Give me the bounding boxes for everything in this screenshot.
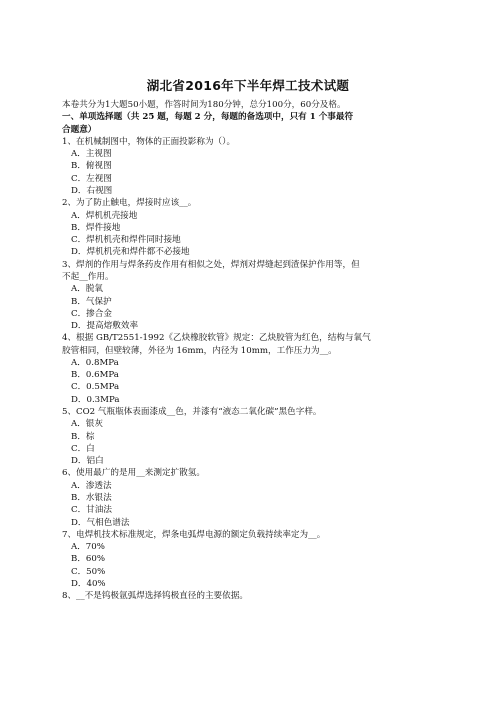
question-5-stem: 5、CO2 气瓶瓶体表面漆成__色，并漆有“液态二氧化碳”黑色字样。 bbox=[62, 407, 322, 418]
question-3-option-b: B．气保护 bbox=[71, 296, 112, 307]
question-5-option-d: D．铝白 bbox=[71, 456, 104, 467]
question-2-option-c: C．焊机机壳和焊件同时接地 bbox=[71, 235, 181, 246]
document-title: 湖北省2016年下半年焊工技术试题 bbox=[146, 78, 350, 93]
question-1-option-c: C．左视图 bbox=[71, 173, 112, 184]
question-3-stem-line2: 不起__作用。 bbox=[62, 271, 114, 282]
question-2-option-b: B．焊件接地 bbox=[71, 222, 121, 233]
question-1-option-d: D．右视图 bbox=[71, 185, 113, 196]
question-6-option-b: B．水银法 bbox=[71, 493, 112, 503]
section-heading-line1: 一、单项选择题（共 25 题，每题 2 分，每题的备选项中，只有 1 个事最符 bbox=[62, 112, 354, 123]
exam-content bbox=[62, 99, 434, 603]
question-1-option-b: B．俯视图 bbox=[71, 161, 112, 172]
question-5-option-a: A．银灰 bbox=[71, 419, 103, 430]
question-4-option-c: C．0.5MPa bbox=[71, 382, 120, 393]
question-5-option-b: B．棕 bbox=[71, 431, 95, 442]
question-4-option-a: A．0.8MPa bbox=[71, 357, 119, 368]
question-3-option-c: C．掺合金 bbox=[71, 308, 112, 319]
question-1-stem: 1、在机械制图中，物体的正面投影称为（）。 bbox=[62, 136, 236, 147]
question-3-option-a: A．脱氧 bbox=[71, 284, 103, 295]
section-heading-line2: 合题意） bbox=[62, 124, 97, 135]
question-6-stem: 6、使用最广的是用__来测定扩散氢。 bbox=[62, 468, 205, 479]
question-2-option-d: D．焊机机壳和焊件都不必接地 bbox=[71, 247, 190, 258]
question-6-option-a: A．渗透法 bbox=[71, 480, 112, 491]
question-6-option-d: D．气相色谱法 bbox=[71, 517, 130, 528]
question-3-option-d: D．提高熔敷效率 bbox=[71, 321, 139, 332]
question-4-option-b: B．0.6MPa bbox=[71, 370, 119, 381]
question-7-option-b: B．60% bbox=[71, 554, 106, 565]
question-7-option-a: A．70% bbox=[71, 542, 105, 553]
question-4-stem-line1: 4、根据 GB/T2551-1992《乙炔橡胶软管》规定：乙炔胶管为红色，结构与氧气 bbox=[62, 333, 371, 344]
question-2-option-a: A．焊机机壳接地 bbox=[71, 210, 138, 221]
question-4-option-d: D．0.3MPa bbox=[71, 394, 120, 405]
question-1-option-a: A．主视图 bbox=[71, 149, 112, 160]
question-5-option-c: C．白 bbox=[71, 443, 95, 454]
question-7-stem: 7、电焊机技术标准规定，焊条电弧焊电源的额定负载持续率定为__。 bbox=[62, 529, 326, 540]
question-3-stem-line1: 3、焊剂的作用与焊条药皮作用有相似之处，焊剂对焊缝起到渣保护作用等，但 bbox=[62, 259, 360, 270]
exam-intro: 本卷共分为1大题50小题，作答时间为180分钟，总分100分，60分及格。 bbox=[62, 100, 346, 110]
question-4-stem-line2: 胶管相同，但壁较薄，外径为 16mm，内径为 10mm，工作压力为__。 bbox=[62, 345, 337, 356]
question-8-stem: 8、__不是钨极氩弧焊选择钨极直径的主要依据。 bbox=[62, 591, 248, 602]
question-2-stem: 2、为了防止触电，焊接时应该__。 bbox=[62, 198, 197, 209]
question-7-option-d: D．40% bbox=[71, 578, 106, 589]
question-7-option-c: C．50% bbox=[71, 566, 106, 577]
question-6-option-c: C．甘油法 bbox=[71, 505, 112, 516]
